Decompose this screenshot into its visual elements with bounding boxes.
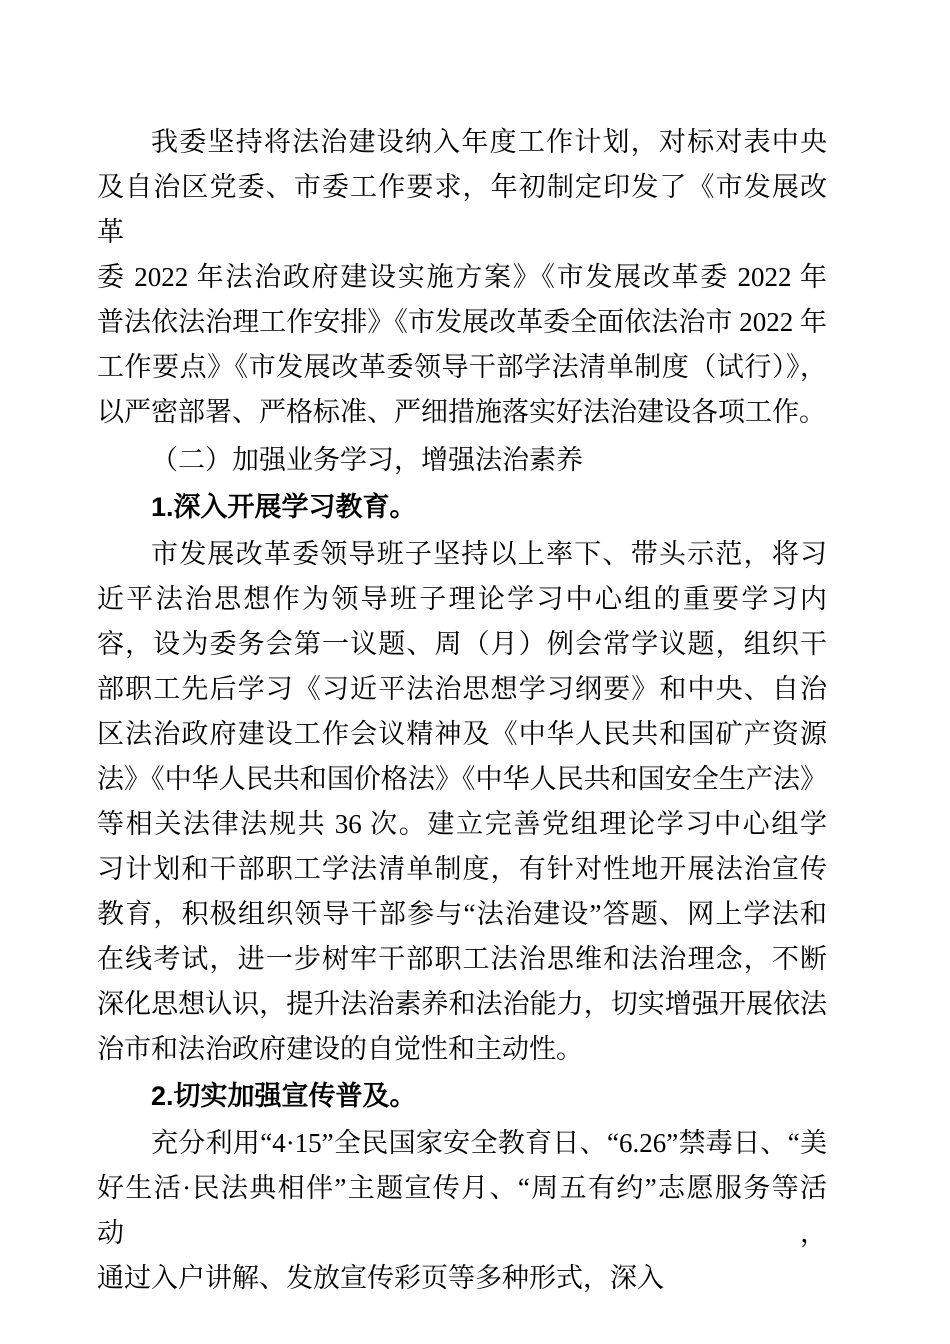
text-line: 通过入户讲解、发放宣传彩页等多种形式，深入 [97,1263,664,1293]
text-line: 2.切实加强宣传普及。 [151,1081,417,1111]
subheading [97,438,827,483]
paragraph [97,120,827,435]
text-line: 部职工先后学习《习近平法治思想学习纲要》和中央、自治 [97,674,827,704]
text-line: 普法依法治理工作安排》《市发展改革委全面依法治市 2022 年 [97,307,827,337]
text-line: 我委坚持将法治建设纳入年度工作计划，对标对表中央 [151,127,827,157]
text-line: 法》《中华人民共和国价格法》《中华人民共和国安全生产法》 [97,764,827,794]
text-line: 以严密部署、严格标准、严细措施落实好法治建设各项工作。 [97,397,826,427]
text-line: 好生活·民法典相伴”主题宣传月、“周五有约”志愿服务等活动， [97,1173,827,1248]
paragraph [97,1121,827,1301]
text-line: 深化思想认识，提升法治素养和法治能力，切实增强开展依法 [97,989,827,1019]
text-line: 区法治政府建设工作会议精神及《中华人民共和国矿产资源 [97,719,827,749]
text-line: 近平法治思想作为领导班子理论学习中心组的重要学习内 [97,584,827,614]
text-line: （二）加强业务学习，增强法治素养 [151,445,583,475]
text-line: 习计划和干部职工学法清单制度，有针对性地开展法治宣传 [97,854,827,884]
text-line: 充分利用“4·15”全民国家安全教育日、“6.26”禁毒日、“美 [151,1128,827,1158]
paragraph [97,532,827,1072]
text-line: 市发展改革委领导班子坚持以上率下、带头示范，将习 [151,539,827,569]
text-line: 1.深入开展学习教育。 [151,492,417,522]
text-line: 治市和法治政府建设的自觉性和主动性。 [97,1034,583,1064]
text-line: 在线考试，进一步树牢干部职工法治思维和法治理念，不断 [97,944,827,974]
text-line: 等相关法律法规共 36 次。建立完善党组理论学习中心组学 [97,809,827,839]
bold-heading [97,485,827,530]
bold-heading [97,1074,827,1119]
document-text [97,120,827,1301]
text-line: 容，设为委务会第一议题、周（月）例会常学议题，组织干 [97,629,827,659]
text-line: 工作要点》《市发展改革委领导干部学法清单制度（试行）》， [97,352,827,382]
text-line: 委 2022 年法治政府建设实施方案》《市发展改革委 2022 年 [97,262,827,292]
text-line: 及自治区党委、市委工作要求，年初制定印发了《市发展改 革 [97,172,827,247]
text-line: 教育，积极组织领导干部参与“法治建设”答题、网上学法和 [97,899,827,929]
